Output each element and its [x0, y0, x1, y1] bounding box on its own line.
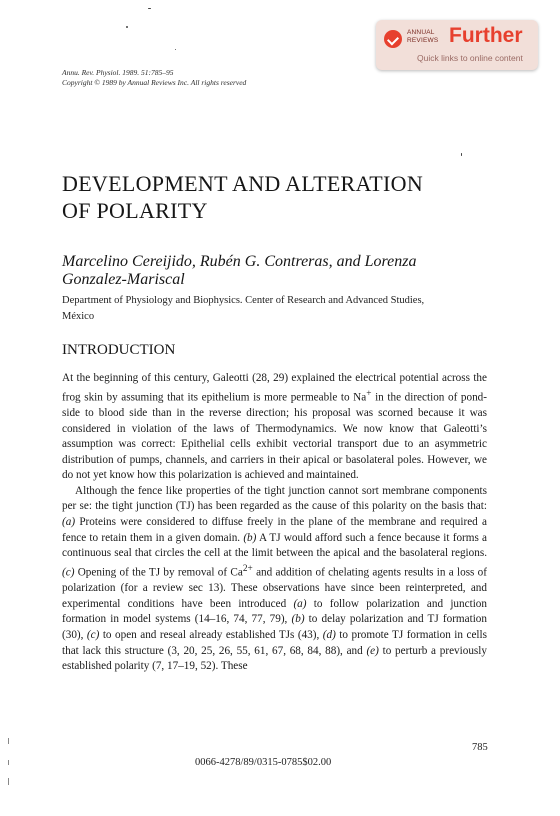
- enumeration-marker: (a): [293, 597, 307, 610]
- scan-margin-mark: [8, 760, 9, 765]
- title-line: OF POLARITY: [62, 198, 208, 223]
- text-run: to promote TJ formation in cells that lack this structure (3, 20, 25, 26, 55, 61, 67, 68, 84, 88), and: [62, 628, 487, 657]
- scan-margin-mark: [8, 738, 9, 744]
- scan-speck: [461, 153, 462, 156]
- authors-line: Marcelino Cereijido, Rubén G. Contreras, and Lorenza: [62, 253, 417, 270]
- citation-line: Annu. Rev. Physiol. 1989. 51:785–95: [62, 68, 174, 77]
- text-run: At the beginning of this century, Galeotti (28, 29) explained the electrical potential across the frog skin by assuming that its epithelium is more permeable to Na: [62, 372, 487, 404]
- page-number: 785: [472, 742, 488, 753]
- badge-org-line2: REVIEWS: [407, 37, 439, 44]
- article-body: [62, 371, 487, 675]
- badge-further-word: Further: [449, 24, 523, 47]
- authors-line: Gonzalez-Mariscal: [62, 271, 185, 288]
- enumeration-marker: (c): [62, 566, 75, 579]
- enumeration-marker: (e): [366, 644, 379, 657]
- affiliation-line: México: [62, 311, 95, 322]
- badge-org-name: [407, 29, 447, 45]
- text-run: A TJ would afford such a fence because it forms a continuous seal that circles the cell at the limit between the apical and the basolateral regions.: [62, 531, 487, 560]
- body-paragraph: [62, 371, 487, 484]
- annual-reviews-logo-icon: [384, 30, 402, 48]
- author-list: [62, 253, 502, 289]
- scan-speck: [148, 8, 151, 9]
- affiliation-line: Department of Physiology and Biophysics. Center of Research and Advanced Studies,: [62, 295, 425, 306]
- text-run: Although the fence like properties of the tight junction cannot sort membrane components per se: the tight junction (TJ) has been regarded as the cause of this polarity on the basis that:: [62, 484, 487, 513]
- issn-code: 0066-4278/89/0315-0785$02.00: [195, 757, 332, 768]
- badge-org-line1: ANNUAL: [407, 29, 435, 36]
- scan-speck: [175, 49, 176, 50]
- enumeration-marker: (b): [291, 613, 305, 626]
- text-run: Proteins were considered to diffuse freely in the plane of the membrane and required a fence to retain them in a given domain.: [62, 516, 487, 544]
- text-run: to follow polarization and junction formation in model systems (14–16, 74, 77, 79),: [62, 597, 487, 626]
- enumeration-marker: (a): [62, 516, 76, 529]
- enumeration-marker: (d): [322, 628, 336, 641]
- badge-tagline: Quick links to online content: [417, 53, 523, 63]
- text-run: to perturb a previously established polarity (7, 17–19, 52). These: [62, 644, 487, 673]
- text-run: to delay polarization and TJ formation (30),: [62, 613, 487, 641]
- text-run: Opening of the TJ by removal of Ca: [74, 566, 243, 579]
- superscript: 2+: [242, 563, 253, 574]
- article-title: [62, 170, 532, 224]
- annual-reviews-further-badge[interactable]: [376, 20, 538, 70]
- title-line: DEVELOPMENT AND ALTERATION: [62, 171, 424, 196]
- enumeration-marker: (c): [86, 628, 100, 641]
- body-paragraph: [62, 484, 487, 675]
- section-heading: INTRODUCTION: [62, 342, 176, 358]
- superscript: +: [366, 388, 372, 399]
- scan-margin-mark: [8, 778, 9, 785]
- enumeration-marker: (b): [243, 531, 257, 544]
- scan-speck: [126, 26, 128, 28]
- author-affiliation: [62, 293, 502, 325]
- text-run: to open and reseal already established TJs (43),: [99, 628, 323, 641]
- copyright-line: Copyright © 1989 by Annual Reviews Inc. All rights reserved: [62, 77, 247, 87]
- journal-citation: [62, 68, 246, 87]
- text-run: in the direction of pond-side to blood side than in the reverse direction; his proposal was scorned because it was considered in violation of the laws of Thermodynamics. We now know that Galeotti’s assumption was correct: Epithelial cells exhibit vectorial transport due to an asymmetric distribution of pumps, channels, and carriers in their apical or basolateral poles. However, we do not yet know how this polarization is achieved and maintained.: [62, 391, 487, 482]
- text-run: and addition of chelating agents results in a loss of polarization (for a review sec 13). These observations have since been reinterpreted, and experimental conditions have been introduced: [62, 566, 488, 610]
